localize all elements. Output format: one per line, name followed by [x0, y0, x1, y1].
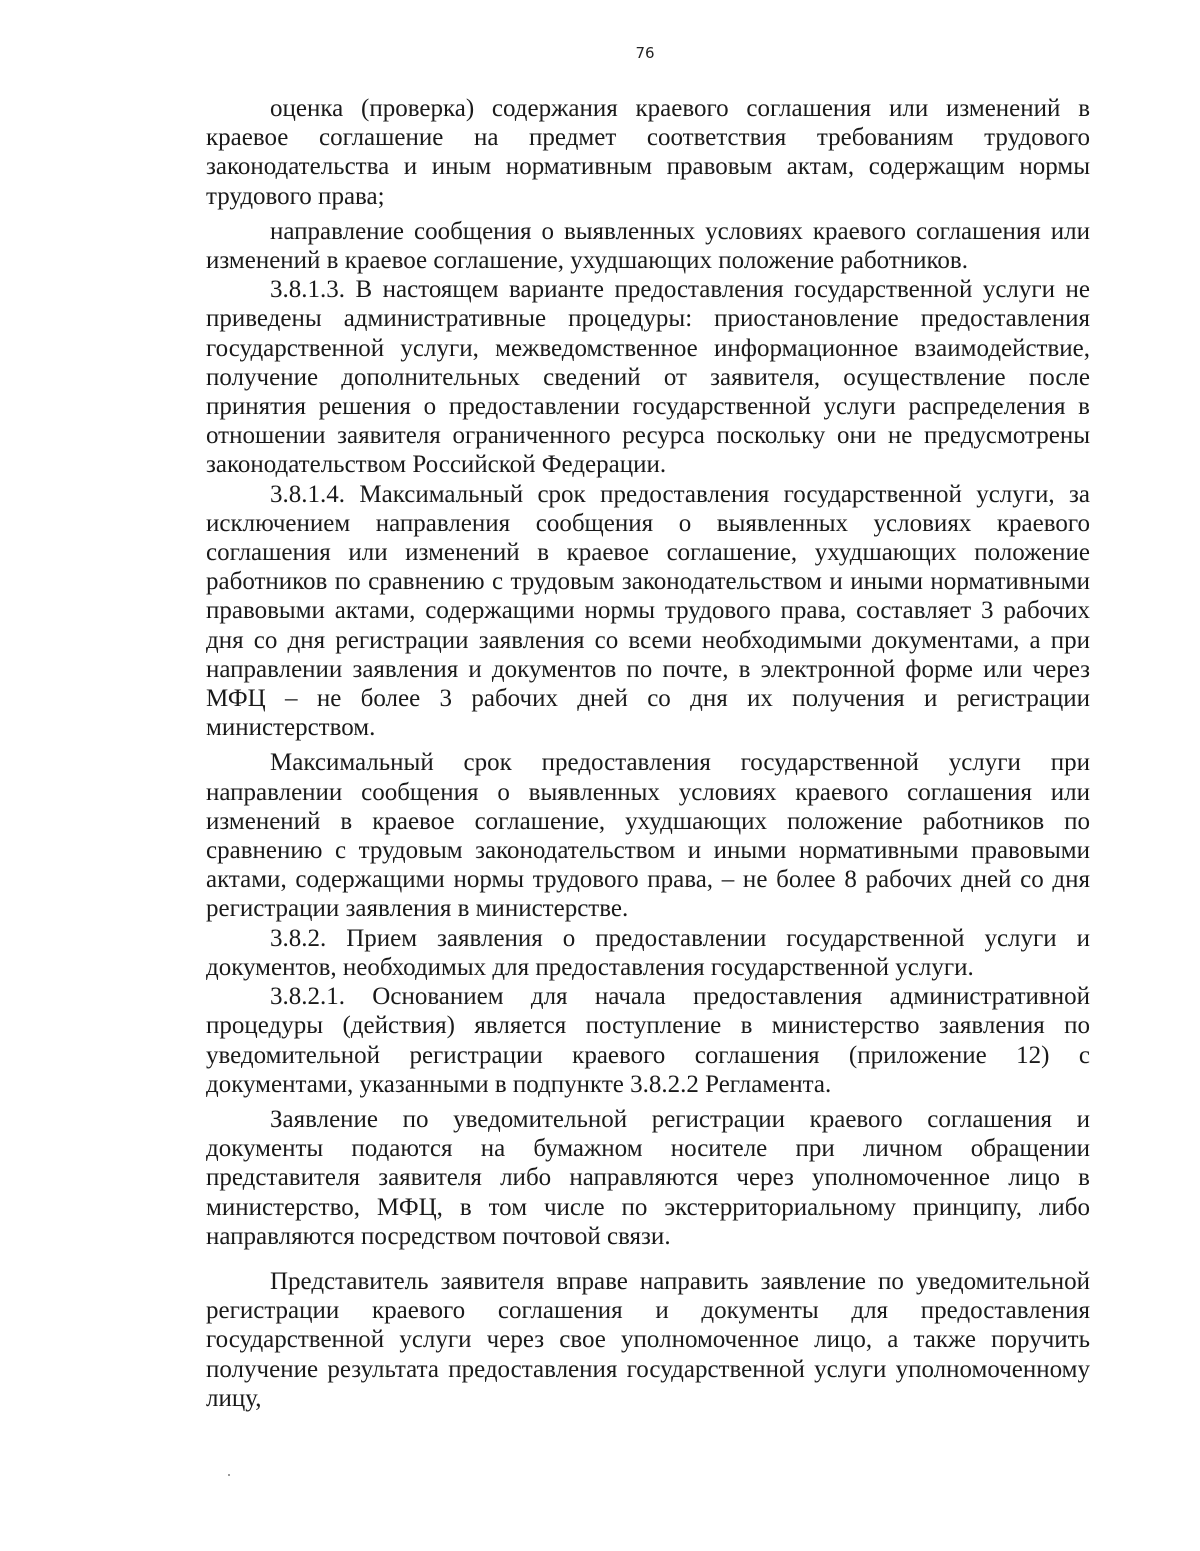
page-number: 76 — [635, 44, 655, 62]
paragraph-3-8-1-4: 3.8.1.4. Максимальный срок предоставления государственной услуги, за исключением направления сообщения о выявленных условиях краевого соглашения или изменений в краевое соглашение, ухудшающих положение работников по сравнению с трудовым законодательством и иными нормативными правовыми актами, содержащими нормы трудового права, составляет 3 рабочих дня со дня регистрации заявления со всеми необходимыми документами, а при направлении заявления и документов по почте, в электронной форме или через МФЦ – не более 3 рабочих дней со дня их получения и регистрации министерством. — [206, 480, 1090, 742]
paragraph-3-8-1-3: 3.8.1.3. В настоящем варианте предоставления государственной услуги не приведены административные процедуры: приостановление предоставления государственной услуги, межведомственное информационное взаимодействие, получение дополнительных сведений от заявителя, осуществление после принятия решения о предоставлении государственной услуги распределения в отношении заявителя ограниченного ресурса поскольку они не предусмотрены законодательством Российской Федерации. — [206, 276, 1090, 479]
paragraph-assessment: оценка (проверка) содержания краевого соглашения или изменений в краевое соглашение на предмет соответствия требованиям трудового законодательства и иным нормативным правовым актам, содержащим нормы трудового права; — [206, 95, 1090, 210]
scan-speck — [228, 1474, 230, 1476]
paragraph-3-8-2: 3.8.2. Прием заявления о предоставлении государственной услуги и документов, необходимых для предоставления государственной услуги. — [206, 924, 1090, 981]
paragraph-notification: направление сообщения о выявленных условиях краевого соглашения или изменений в краевое соглашение, ухудшающих положение работников. — [206, 217, 1090, 275]
paragraph-3-8-2-1: 3.8.2.1. Основанием для начала предоставления административной процедуры (действия) является поступление в министерство заявления по уведомительной регистрации краевого соглашения (приложение 12) с документами, указанными в подпункте 3.8.2.2 Регламента. — [206, 983, 1090, 1098]
paragraph-application-submission: Заявление по уведомительной регистрации краевого соглашения и документы подаются на бумажном носителе при личном обращении представителя заявителя либо направляются через уполномоченное лицо в министерство, МФЦ, в том числе по экстерриториальному принципу, либо направляются посредством почтовой связи. — [206, 1105, 1090, 1250]
document-body — [206, 94, 1090, 1413]
paragraph-max-term: Максимальный срок предоставления государственной услуги при направлении сообщения о выявленных условиях краевого соглашения или изменений в краевое соглашение, ухудшающих положение работников по сравнению с трудовым законодательством и иными нормативными правовыми актами, содержащими нормы трудового права, – не более 8 рабочих дней со дня регистрации заявления в министерстве. — [206, 749, 1090, 923]
paragraph-representative: Представитель заявителя вправе направить заявление по уведомительной регистрации краевого соглашения и документы для предоставления государственной услуги через свое уполномоченное лицо, а также поручить получение результата предоставления государственной услуги уполномоченному лицу, — [206, 1267, 1090, 1412]
